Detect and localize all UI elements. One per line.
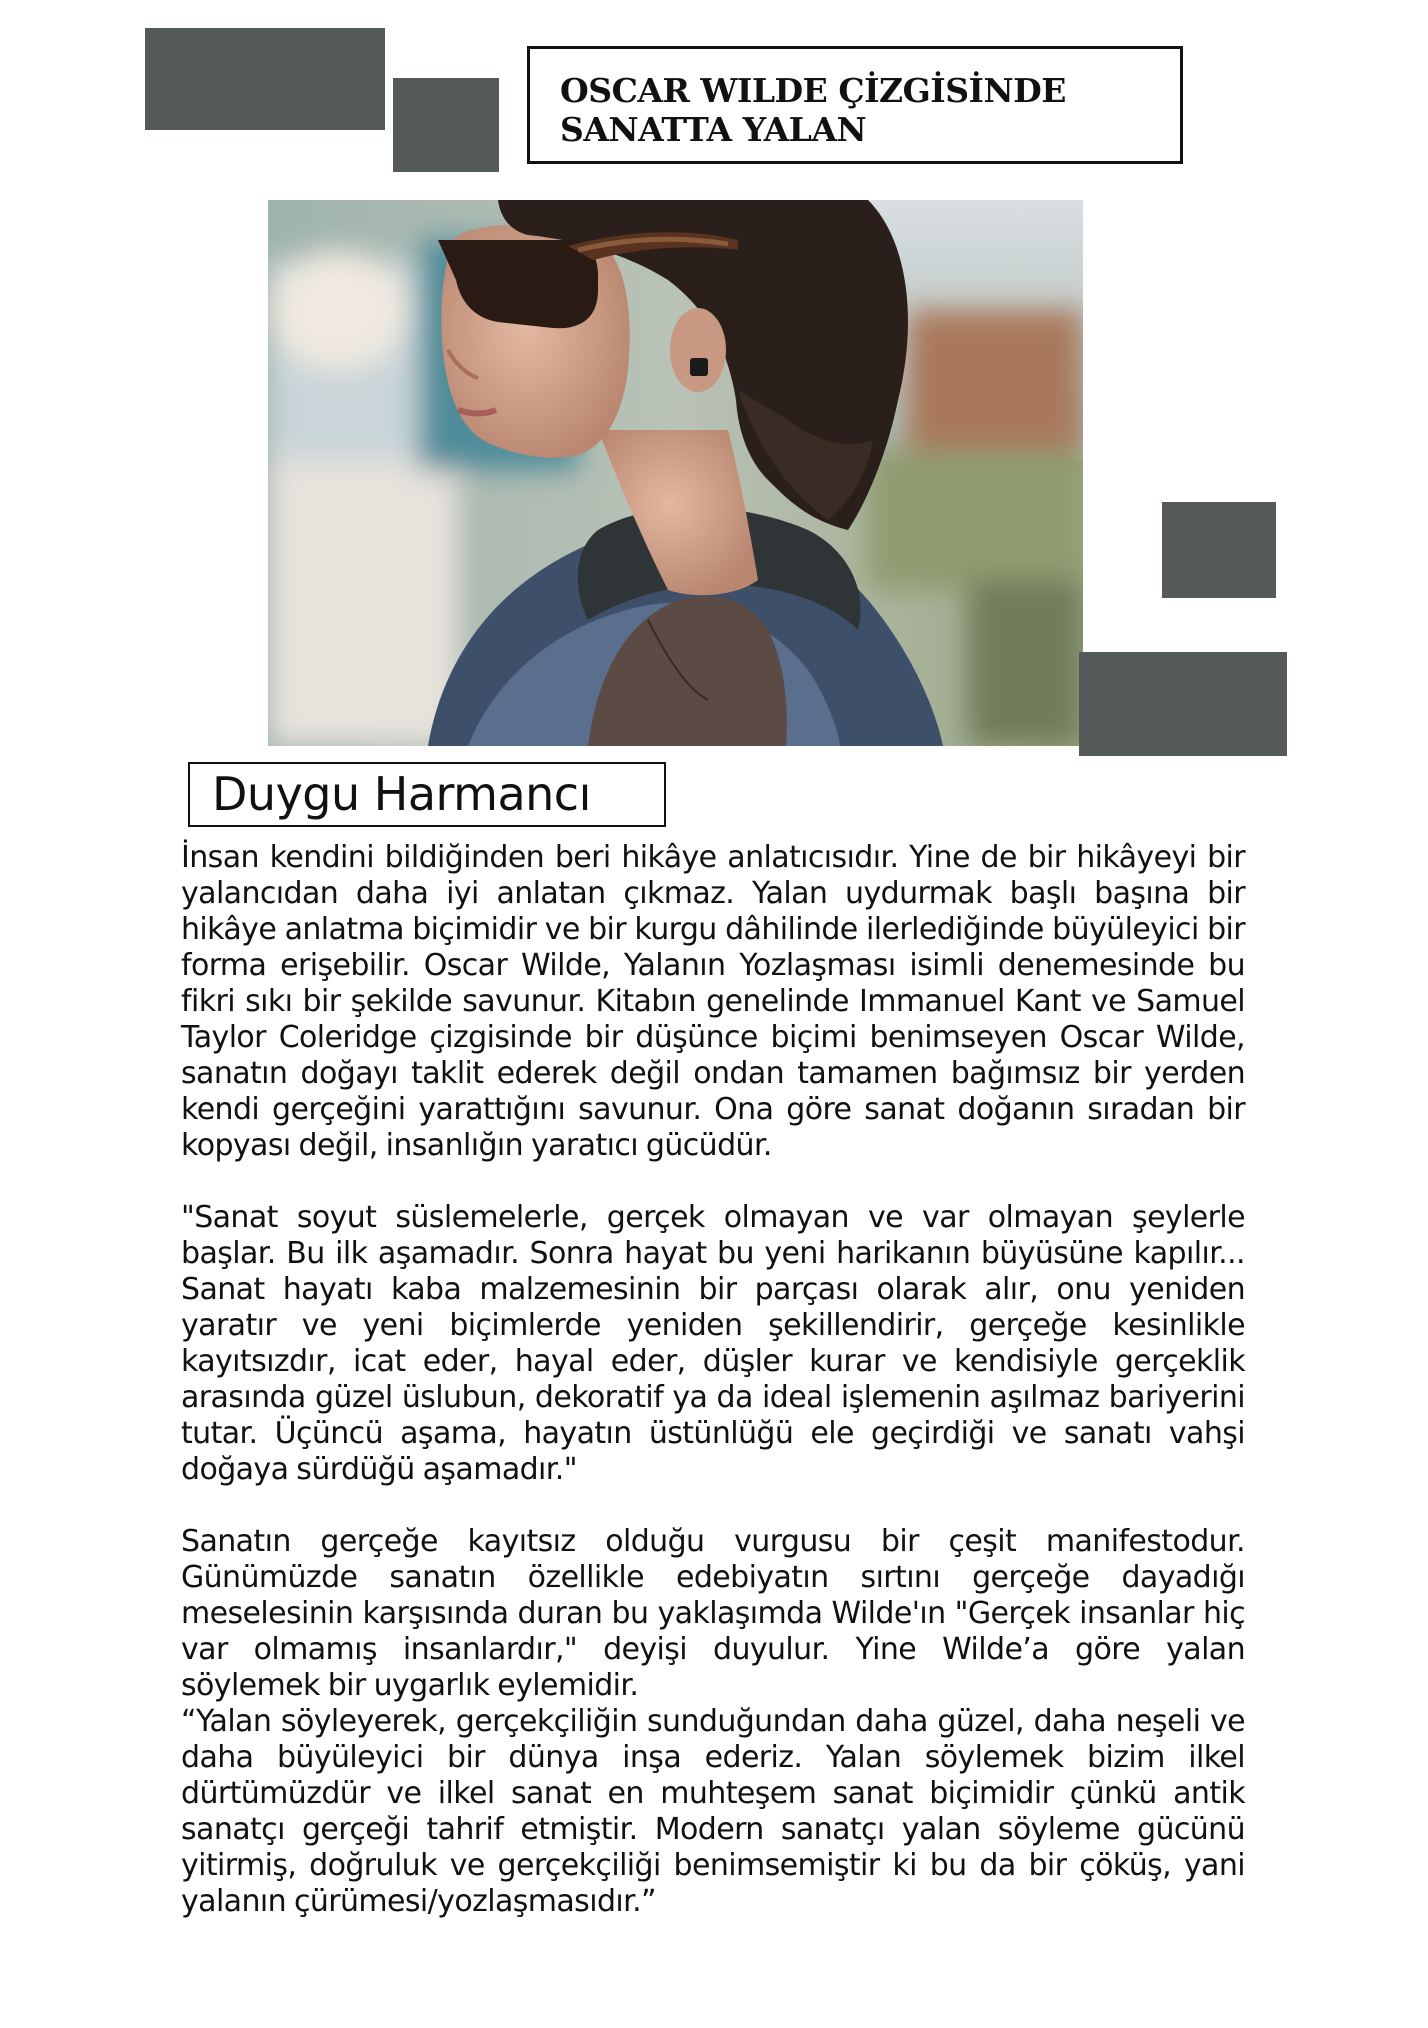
article-quote-1: "Sanat soyut süslemelerle, gerçek olmayan ve var olmayan şeylerle başlar. Bu ilk aşamadır. Sonra hayat bu yeni harikanın büyüsüne kapılır... Sanat hayatı kaba malzemesinin bir parçası olarak alır, onu yeniden yaratır ve yeni biçimlerde yeniden şekillendirir, gerçeğe kesinlikle kayıtsızdır, icat eder, hayal eder, düşler kurar ve kendisiyle gerçeklik arasında güzel üslubun, dekoratif ya da ideal işlemenin aşılmaz bariyerini tutar. Üçüncü aşama, hayatın üstünlüğü ele geçirdiği ve sanatı vahşi doğaya sürdüğü aşamadır." [181, 1200, 1245, 1487]
article-body [181, 840, 1245, 1920]
article-title-line-1: OSCAR WILDE ÇİZGİSİNDE [560, 71, 1066, 110]
article-paragraph-1: İnsan kendini bildiğinden beri hikâye anlatıcısıdır. Yine de bir hikâyeyi bir yalancıdan daha iyi anlatan çıkmaz. Yalan uydurmak başlı başına bir hikâye anlatma biçimidir ve bir kurgu dâhilinde ilerlediğinde büyüleyici bir forma erişebilir. Oscar Wilde, Yalanın Yozlaşması isimli denemesinde bu fikri sıkı bir şekilde savunur. Kitabın genelinde Immanuel Kant ve Samuel Taylor Coleridge çizgisinde bir düşünce biçimi benimseyen Oscar Wilde, sanatın doğayı taklit ederek değil ondan tamamen bağımsız bir yerden kendi gerçeğini yarattığını savunur. Ona göre sanat doğanın sıradan bir kopyası değil, insanlığın yaratıcı gücüdür. [181, 840, 1245, 1163]
decorative-block-right-small [1162, 502, 1276, 598]
author-name-box [188, 762, 666, 827]
decorative-block-top-left [145, 28, 385, 130]
article-paragraph-2: Sanatın gerçeğe kayıtsız olduğu vurgusu bir çeşit manifestodur. Günümüzde sanatın özellikle edebiyatın sırtını gerçeğe dayadığı meselesinin karşısında duran bu yaklaşımda Wilde'ın "Gerçek insanlar hiç var olmamış insanlardır," deyişi duyulur. Yine Wilde’a göre yalan söylemek bir uygarlık eylemidir. [181, 1524, 1245, 1703]
article-quote-2: “Yalan söyleyerek, gerçekçiliğin sunduğundan daha güzel, daha neşeli ve daha büyüleyici bir dünya inşa ederiz. Yalan söylemek bizim ilkel dürtümüzdür ve ilkel sanat en muhteşem sanat biçimidir çünkü antik sanatçı gerçeği tahrif etmiştir. Modern sanatçı yalan söyleme gücünü yitirmiş, doğruluk ve gerçekçiliği benimsemiştir ki bu da bir çöküş, yani yalanın çürümesi/yozlaşmasıdır.” [181, 1704, 1245, 1919]
author-name: Duygu Harmancı [212, 767, 591, 821]
author-photo [268, 200, 1083, 746]
decorative-block-top-small [393, 78, 499, 172]
article-title-box [527, 46, 1183, 164]
decorative-block-right-large [1079, 652, 1287, 756]
article-title-line-2: SANATTA YALAN [560, 110, 867, 149]
